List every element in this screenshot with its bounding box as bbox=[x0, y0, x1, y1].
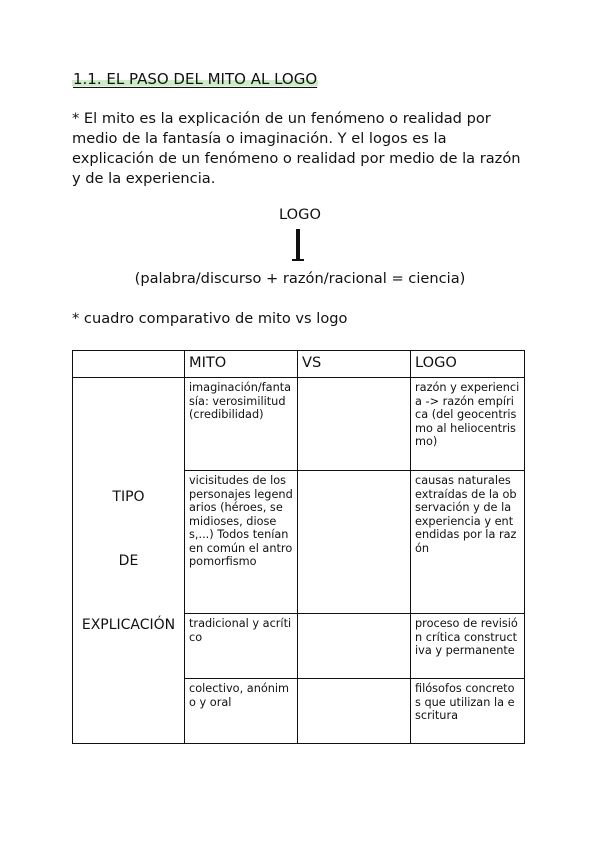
table-row bbox=[73, 378, 525, 471]
mito-cell: colectivo, anónimo y oral bbox=[185, 679, 298, 744]
vs-cell bbox=[298, 614, 411, 679]
down-arrow-icon bbox=[296, 229, 300, 261]
side-label-de: DE bbox=[118, 552, 139, 569]
mito-cell: imaginación/fantasía: verosimilitud (credibilidad) bbox=[185, 378, 298, 471]
side-label-explicacion: EXPLICACIÓN bbox=[81, 616, 176, 633]
logo-cell: filósofos concretos que utilizan la escritura bbox=[411, 679, 525, 744]
vs-cell bbox=[298, 679, 411, 744]
header-cell-logo: LOGO bbox=[411, 351, 525, 378]
section-heading: 1.1. EL PASO DEL MITO AL LOGO bbox=[73, 70, 318, 88]
comparison-table bbox=[72, 350, 525, 744]
mito-cell: vicisitudes de los personajes legendarios (héroes, semidioses, dioses,...) Todos tenían en común el antropomorfismo bbox=[185, 471, 298, 614]
header-cell-empty bbox=[73, 351, 185, 378]
logo-cell: razón y experiencia -> razón empírica (del geocentrismo al heliocentrismo) bbox=[411, 378, 525, 471]
table-header-row bbox=[73, 351, 525, 378]
header-cell-mito: MITO bbox=[185, 351, 298, 378]
logo-cell: causas naturales extraídas de la observación y de la experiencia y entendidas por la razón bbox=[411, 471, 525, 614]
mito-cell: tradicional y acrítico bbox=[185, 614, 298, 679]
side-label-tipo: TIPO bbox=[112, 488, 145, 505]
row-group-label bbox=[73, 378, 185, 744]
vs-cell bbox=[298, 378, 411, 471]
vs-cell bbox=[298, 471, 411, 614]
diagram-formula: (palabra/discurso + razón/racional = ciencia) bbox=[134, 270, 466, 287]
comparison-intro: * cuadro comparativo de mito vs logo bbox=[72, 310, 348, 327]
arrow-base-icon bbox=[292, 259, 304, 261]
logo-cell: proceso de revisión crítica constructiva y permanente bbox=[411, 614, 525, 679]
diagram-logo-label: LOGO bbox=[279, 206, 321, 223]
header-cell-vs: VS bbox=[298, 351, 411, 378]
intro-paragraph: * El mito es la explicación de un fenómeno o realidad por medio de la fantasía o imaginación. Y el logos es la explicación de un fenómeno o realidad por medio de la razón y de la experiencia. bbox=[72, 110, 521, 187]
